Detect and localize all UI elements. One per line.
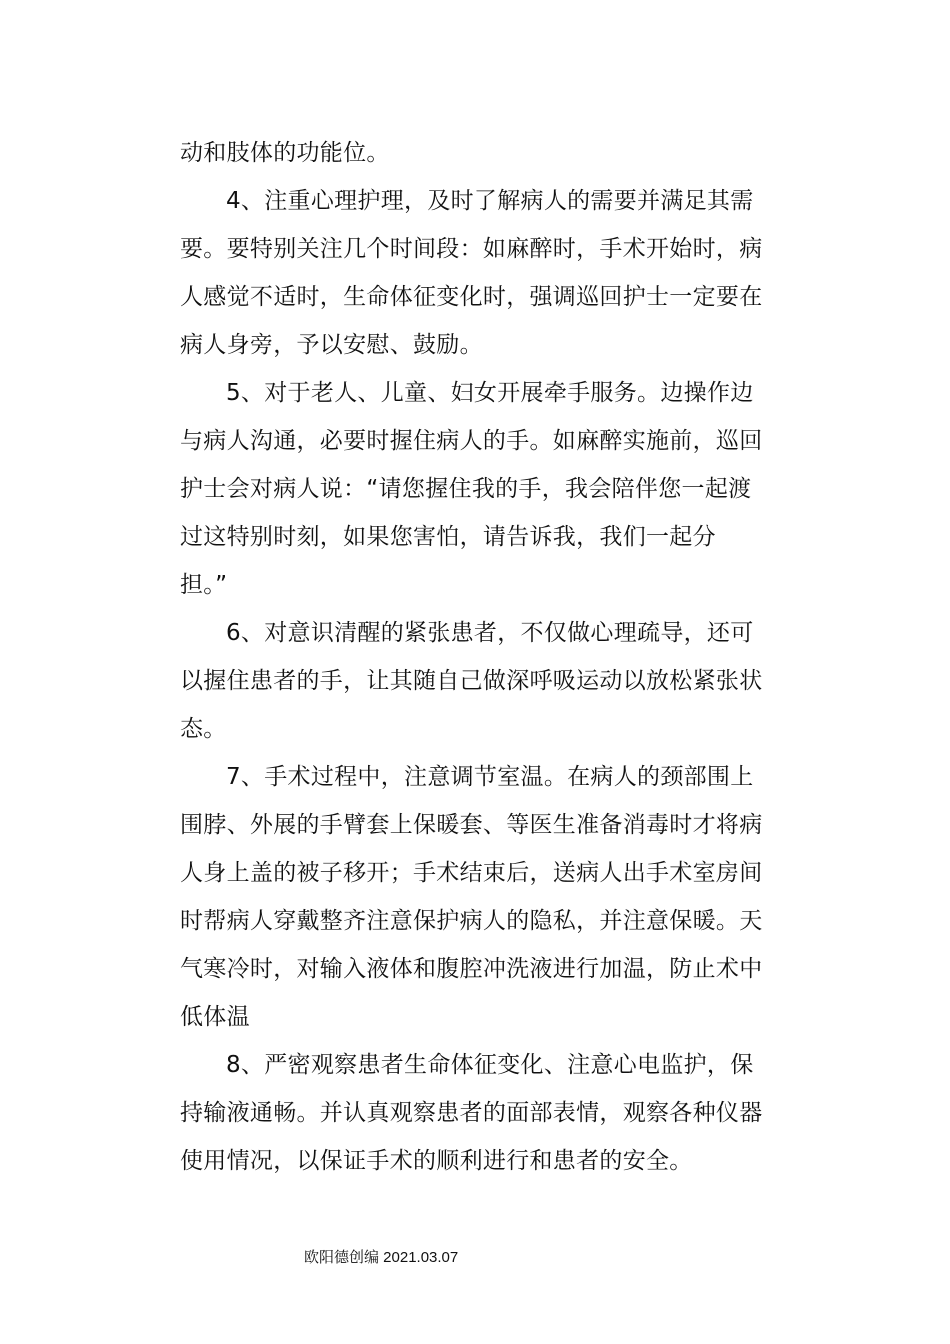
paragraph-line: 人身上盖的被子移开；手术结束后，送病人出手术室房间 xyxy=(180,860,763,886)
paragraph-line: 围脖、外展的手臂套上保暖套、等医生准备消毒时才将病 xyxy=(180,812,763,838)
paragraph-line: 态。 xyxy=(180,716,227,742)
paragraph-line: 5、对于老人、儿童、妇女开展牵手服务。边操作边 xyxy=(226,380,754,406)
paragraph-line: 8、严密观察患者生命体征变化、注意心电监护，保 xyxy=(226,1052,754,1078)
paragraph-line: 时帮病人穿戴整齐注意保护病人的隐私，并注意保暖。天 xyxy=(180,908,763,934)
paragraph-line: 使用情况，以保证手术的顺利进行和患者的安全。 xyxy=(180,1148,693,1174)
paragraph-line: 与病人沟通，必要时握住病人的手。如麻醉实施前，巡回 xyxy=(180,428,763,454)
page-footer: 欧阳德创编 2021.03.07 xyxy=(304,1249,459,1266)
paragraph-line: 要。要特别关注几个时间段：如麻醉时，手术开始时，病 xyxy=(180,236,763,262)
paragraph-line: 持输液通畅。并认真观察患者的面部表情，观察各种仪器 xyxy=(180,1100,763,1126)
paragraph-line: 动和肢体的功能位。 xyxy=(180,140,390,166)
paragraph-line: 病人身旁，予以安慰、鼓励。 xyxy=(180,332,483,358)
paragraph-line: 护士会对病人说：“请您握住我的手，我会陪伴您一起渡 xyxy=(180,476,752,502)
paragraph-line: 气寒冷时，对输入液体和腹腔冲洗液进行加温，防止术中 xyxy=(180,956,763,982)
paragraph-line: 低体温 xyxy=(180,1004,250,1030)
paragraph-line: 6、对意识清醒的紧张患者，不仅做心理疏导，还可 xyxy=(226,620,754,646)
paragraph-line: 过这特别时刻，如果您害怕，请告诉我，我们一起分 xyxy=(180,524,716,550)
paragraph-line: 以握住患者的手，让其随自己做深呼吸运动以放松紧张状 xyxy=(180,668,763,694)
paragraph-line: 7、手术过程中，注意调节室温。在病人的颈部围上 xyxy=(226,764,754,790)
paragraph-line: 4、注重心理护理，及时了解病人的需要并满足其需 xyxy=(226,188,754,214)
paragraph-line: 人感觉不适时，生命体征变化时，强调巡回护士一定要在 xyxy=(180,284,763,310)
paragraph-line: 担。” xyxy=(180,572,228,598)
